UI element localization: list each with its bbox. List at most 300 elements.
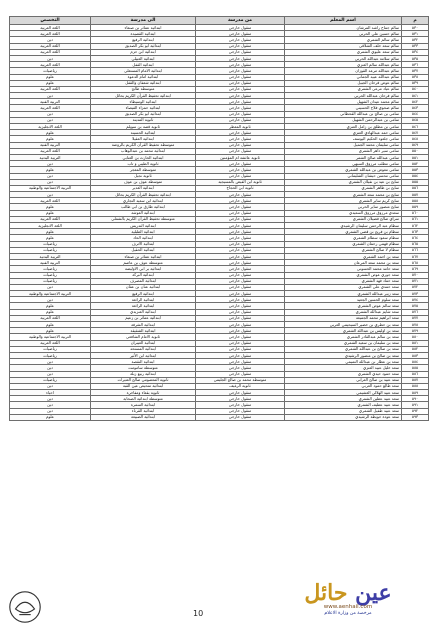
cell-from: منقول خارجي — [196, 216, 285, 222]
cell-to: ابتدائية الرائعة — [91, 303, 196, 309]
cell-num: ٥٣٥ — [402, 55, 429, 61]
header-name: اسم المعلم — [285, 17, 402, 25]
cell-spec: اللغة العربية — [10, 340, 91, 346]
cell-num: ٥٦٨ — [402, 260, 429, 266]
cell-from: منقول خارجي — [196, 272, 285, 278]
cell-from: ثانوية المعظر — [196, 124, 285, 130]
cell-num: ٥٦٤ — [402, 235, 429, 241]
cell-spec: دين — [10, 396, 91, 402]
cell-name: سعد عبيد بن صالح العرابي — [285, 377, 402, 383]
cell-from: منقول خارجي — [196, 359, 285, 365]
cell-num: ٥٣٦ — [402, 62, 429, 68]
cell-num: ٥٩٢ — [402, 408, 429, 414]
cell-num: ٥٤٩ — [402, 142, 429, 148]
cell-spec: احياء — [10, 390, 91, 396]
cell-to: ابتدائية الحاد — [91, 235, 196, 241]
cell-to: ابتدائية القفل — [91, 62, 196, 68]
cell-spec: اللغة العربية — [10, 315, 91, 321]
seal-logo-icon — [6, 588, 44, 626]
cell-num: ٥٣٢ — [402, 37, 429, 43]
cell-name: سايح بن عيد بن نفيلان الشمري — [285, 179, 402, 185]
cell-name: سعد جوري عوض الشمري — [285, 272, 402, 278]
cell-to: ابتدائية البركة — [91, 272, 196, 278]
cell-num: ٥٥٩ — [402, 204, 429, 210]
cell-spec: دين — [10, 161, 91, 167]
cell-spec: علوم — [10, 322, 91, 328]
cell-spec: رياضيات — [10, 377, 91, 383]
cell-to: ابتدائية المصرف — [91, 278, 196, 284]
cell-spec: دين — [10, 192, 91, 198]
cell-from: منقول خارجي — [196, 322, 285, 328]
cell-from: منقول خارجي — [196, 111, 285, 117]
cell-spec: دين — [10, 284, 91, 290]
cell-name: سعد بن صالح بن عبدالله الشمري — [285, 346, 402, 352]
cell-from: منقول خارجي — [196, 37, 285, 43]
cell-name: سعد سلوم الحسين الجعيد — [285, 297, 402, 303]
cell-name: سعد حمود حيدي الشمري — [285, 371, 402, 377]
cell-to: ابتدائية حمزاء الفيصاء — [91, 105, 196, 111]
cell-num: ٥٤٢ — [402, 99, 429, 105]
cell-name: سامي عبدالله صالح الشمر — [285, 154, 402, 160]
cell-from: منقول خارجي — [196, 284, 285, 290]
cell-to: ابتدائية عمائر بن صنعاء — [91, 253, 196, 259]
cell-spec: رياضيات — [10, 346, 91, 352]
cell-to: ابتدائية عمائر بن زعيم — [91, 315, 196, 321]
cell-from: منقول خارجي — [196, 117, 285, 123]
cell-to: ابتدائية العيبران — [91, 340, 196, 346]
cell-name: سعد بن سالم عبدالقادر الشمري — [285, 334, 402, 340]
cell-from: منقول خارجي — [196, 396, 285, 402]
cell-num: ٥٥٧ — [402, 192, 429, 198]
cell-spec: علوم — [10, 204, 91, 210]
cell-spec: التربية الاجتماعية والوطنية — [10, 291, 91, 297]
cell-name: سامي بن عبدالرحمن الشهيل — [285, 117, 402, 123]
cell-from: ثانوية ابن الفيض بالمسيجيد — [196, 179, 285, 185]
cell-from: منقول خارجي — [196, 43, 285, 49]
cell-from: منقول خارجي — [196, 86, 285, 92]
cell-name: سالم فرحان عبدالله الحربي — [285, 93, 402, 99]
cell-to: ابتدائية بر ابي الاوليضة — [91, 266, 196, 272]
cell-spec: علوم — [10, 328, 91, 334]
cell-name: سعد بن صالح بن منصور الرشيدي — [285, 352, 402, 358]
cell-num: ٥٧٥ — [402, 303, 429, 309]
cell-name: سالم عوض فرحان الجبيل — [285, 80, 402, 86]
cell-to: ابتدائية ابن حزم — [91, 49, 196, 55]
cell-num: ٥٧٢ — [402, 284, 429, 290]
cell-from: ثانوية ابن الحجاح — [196, 185, 285, 191]
cell-spec: اللغة العربية — [10, 25, 91, 31]
cell-from: منقول خارجي — [196, 31, 285, 37]
cell-name: سايح منصور ساير الحربي — [285, 204, 402, 210]
cell-num: ٥٨٩ — [402, 390, 429, 396]
cell-spec: دين — [10, 111, 91, 117]
cell-name: سراي صالح فضيلان الشمري — [285, 216, 402, 222]
cell-to: ابتدائية الحقيل — [91, 247, 196, 253]
cell-to: ابتدائية التدريس — [91, 223, 196, 229]
cell-num: ٥٧٤ — [402, 297, 429, 303]
cell-to: ابتدائية طارق بن ابي طالب — [91, 204, 196, 210]
cell-spec: دين — [10, 408, 91, 414]
cell-num: ٥٥٥ — [402, 179, 429, 185]
cell-num: ٥٣٤ — [402, 49, 429, 55]
cell-spec: علوم — [10, 130, 91, 136]
cell-name: سالم عبدالله مرعد القوزان — [285, 68, 402, 74]
cell-spec: اللغة الانجليزية — [10, 124, 91, 130]
cell-from: منقول خارجي — [196, 25, 285, 31]
cell-to: ابتدائية الرائعة — [91, 297, 196, 303]
cell-name: سعد زبير عبدالله الشمري — [285, 291, 402, 297]
cell-name: سعد عودة حويطة الرشيدي — [285, 414, 402, 420]
cell-num: ٥٧٠ — [402, 272, 429, 278]
cell-name: سامي حمد عبدالهادي العنزي — [285, 130, 402, 136]
cell-num: ٥٥٣ — [402, 167, 429, 173]
cell-from: منقول خارجي — [196, 241, 285, 247]
cell-to: ابتدائية الشقيقة — [91, 328, 196, 334]
cell-to: ابتدائية الشرفة — [91, 322, 196, 328]
cell-to: ثانوية قصة بن سويلم — [91, 124, 196, 130]
cell-spec: رياضيات — [10, 241, 91, 247]
cell-to: ابتدائية ربيع زبلة — [91, 371, 196, 377]
cell-from: منقول خارجي — [196, 80, 285, 86]
cell-name: سعد ابراهيم محمد الجميعة — [285, 315, 402, 321]
cell-from: منقول خارجي — [196, 55, 285, 61]
cell-num: ٥٦٢ — [402, 223, 429, 229]
cell-name: سعد بن احمد الشمري — [285, 253, 402, 259]
cell-num: ٥٨٢ — [402, 346, 429, 352]
cell-num: ٥٦٦ — [402, 247, 429, 253]
cell-num: ٥٥٦ — [402, 185, 429, 191]
cell-name: سعد سالم عوض الشمري — [285, 303, 402, 309]
cell-name: سامي معوض بن عبدالله الشمري — [285, 167, 402, 173]
cell-from: منقول خارجي — [196, 74, 285, 80]
cell-to: ابتدائية ابن سعيد التجاري — [91, 198, 196, 204]
watermark-title — [292, 582, 404, 604]
cell-name: سالم محمد عيدان الشهيل — [285, 99, 402, 105]
cell-name: سالم سعد عليوي الشمري — [285, 49, 402, 55]
cell-to: ثانوية المعصومي صالح العتيرات — [91, 377, 196, 383]
cell-name: سعد بن حطري بن خضير السيحيمي العربي — [285, 322, 402, 328]
cell-spec: اللغة العربية — [10, 105, 91, 111]
cell-to: ثانوية الامام الشافعي — [91, 334, 196, 340]
cell-spec: اللغة العربية — [10, 148, 91, 154]
cell-to: ابتدائية امام الدعوة — [91, 74, 196, 80]
cell-spec: دين — [10, 117, 91, 123]
cell-name: سامي بن مطلق بن زامل العنزي — [285, 124, 402, 130]
cell-from: منقول خارجي — [196, 247, 285, 253]
cell-num: ٥٧٣ — [402, 291, 429, 297]
cell-from: منقول خارجي — [196, 62, 285, 68]
cell-from: منقول خارجي — [196, 223, 285, 229]
cell-to: متوسطة تحفيظ القرآن الكريم بالشملي — [91, 216, 196, 222]
cell-to: ابتدائية عنان بن عفان — [91, 284, 196, 290]
cell-spec: علوم — [10, 167, 91, 173]
cell-to: ابتدائية الطبلية — [91, 229, 196, 235]
cell-to: متوسطة طابح — [91, 86, 196, 92]
cell-from: منقول خارجي — [196, 148, 285, 154]
cell-to: ابتدائية الاترف — [91, 241, 196, 247]
cell-spec: اللغة العربية — [10, 49, 91, 55]
cell-from: ثانوية عائشة ام المؤمنين — [196, 154, 285, 160]
cell-name: سالم ضحوي فلاح الحسيني — [285, 105, 402, 111]
cell-name: سالم عياد مرعي الشمري — [285, 86, 402, 92]
cell-num: ٥٣٠ — [402, 25, 429, 31]
header-spec: التخصص — [10, 17, 91, 25]
cell-to: ابتدائية محمد بن عبدالوهاب — [91, 148, 196, 154]
cell-to: ابتدائية تحفيظ القرآن الكريم بحائل — [91, 93, 196, 99]
cell-to: ابتدائية العبيلي — [91, 55, 196, 61]
cell-num: ٥٧٧ — [402, 315, 429, 321]
cell-spec: علوم — [10, 303, 91, 309]
cell-num: ٥٩٠ — [402, 396, 429, 402]
cell-spec: دين — [10, 297, 91, 303]
cell-num: ٥٥٢ — [402, 161, 429, 167]
cell-to: متوسطة عوف بن عوف — [91, 179, 196, 185]
cell-from: منقول خارجي — [196, 291, 285, 297]
cell-spec: دين — [10, 173, 91, 179]
cell-spec: علوم — [10, 309, 91, 315]
cell-name: سامي جلعود الحكيم اليوسف — [285, 136, 402, 142]
header-num: م — [402, 17, 429, 25]
cell-name: سعدي مرزوق مرزوق السعيدي — [285, 210, 402, 216]
cell-from: منقول خارجي — [196, 309, 285, 315]
cell-from: منقول خارجي — [196, 334, 285, 340]
cell-from: منقول خارجي — [196, 136, 285, 142]
cell-name: سعد بن عطار بن عبدالله التميمي — [285, 359, 402, 365]
cell-name: سايج بن محمد سعد الشمري — [285, 192, 402, 198]
cell-spec: التربية الاجتماعية والوطنية — [10, 185, 91, 191]
cell-num: ٥٨٠ — [402, 334, 429, 340]
cell-name: سعد حماد فهد الشمري — [285, 278, 402, 284]
cell-spec: رياضيات — [10, 352, 91, 358]
cell-spec: رياضيات — [10, 266, 91, 272]
cell-to: ابتدائية ابو بكر الصديق — [91, 111, 196, 117]
cell-num: ٥٦٧ — [402, 253, 429, 259]
cell-num: ٥٣٩ — [402, 80, 429, 86]
cell-spec: اللغة العربية — [10, 43, 91, 49]
cell-to: متوسطة عوف بن عاصم — [91, 260, 196, 266]
cell-to: ابتدائية السمرة — [91, 402, 196, 408]
cell-num: ٥٧٦ — [402, 309, 429, 315]
cell-spec: دين — [10, 93, 91, 99]
watermark-title-b: حائل — [304, 580, 348, 606]
cell-spec: علوم — [10, 414, 91, 420]
cell-from: منقول خارجي — [196, 303, 285, 309]
cell-to: ابتدائية الغدير — [91, 185, 196, 191]
cell-from: منقول خارجي — [196, 340, 285, 346]
cell-name: سالم عبدالله سالم العنزي — [285, 62, 402, 68]
cell-from: منقول خارجي — [196, 210, 285, 216]
cell-from: منقول خارجي — [196, 167, 285, 173]
cell-from: منقول خارجي — [196, 352, 285, 358]
cell-spec: التربية الفنية — [10, 99, 91, 105]
cell-name: سطام سعود سطام الشمري — [285, 235, 402, 241]
cell-to: متوسطة سامومت — [91, 365, 196, 371]
cell-num: ٥٩٣ — [402, 414, 429, 420]
cell-name: سعد حامد محمد الحسوني — [285, 266, 402, 272]
cell-name: سامي محسن حيشان الشليماني — [285, 173, 402, 179]
cell-name: سعد بن سليمان بن سعيد الشمري — [285, 340, 402, 346]
cell-num: ٥٤٦ — [402, 124, 429, 130]
cell-to: ابتدائية تمحيص عين القبة — [91, 383, 196, 389]
cell-from: منقول خارجي — [196, 173, 285, 179]
cell-num: ٥٨٧ — [402, 377, 429, 383]
cell-num: ٥٦٥ — [402, 241, 429, 247]
cell-from: متوسطة محمد بن صالح الجليمي — [196, 377, 285, 383]
transfer-table — [9, 16, 429, 421]
cell-from: منقول خارجي — [196, 253, 285, 259]
cell-name: سطام فهمي رحمان الشمري — [285, 241, 402, 247]
cell-from: منقول خارجي — [196, 68, 285, 74]
cell-name: سطام بن فريح بن قضي الشمري — [285, 229, 402, 235]
cell-from: منقول خارجي — [196, 99, 285, 105]
cell-from: منقول خارجي — [196, 408, 285, 414]
cell-num: ٥٤٣ — [402, 105, 429, 111]
cell-name: سامي سليمان محمد الجميل — [285, 142, 402, 148]
header-to: الى مدرسة — [91, 17, 196, 25]
cell-num: ٥٤٨ — [402, 136, 429, 142]
cell-spec: التربية البدنية — [10, 253, 91, 259]
cell-num: ٥٩١ — [402, 402, 429, 408]
cell-to: ابتدائية ابن الأثير — [91, 352, 196, 358]
cell-to: ثانوية نجيل — [91, 173, 196, 179]
cell-name: سايح بن ظاهر الشمري — [285, 185, 402, 191]
cell-spec: علوم — [10, 136, 91, 142]
cell-to: ابتدائية الحسينة — [91, 130, 196, 136]
cell-spec: التربية البدنية — [10, 154, 91, 160]
cell-name: سطام عبد الرحمن سليمان الرشيدي — [285, 223, 402, 229]
cell-from: منقول خارجي — [196, 49, 285, 55]
cell-num: ٥٥٤ — [402, 173, 429, 179]
cell-spec: اللغة العربية — [10, 198, 91, 204]
cell-num: ٥٦٩ — [402, 266, 429, 272]
cell-spec: علوم — [10, 210, 91, 216]
cell-to: ثانوية الطيبي و تاب — [91, 161, 196, 167]
cell-name: سايح كريم ساير الشمري — [285, 198, 402, 204]
cell-num: ٥٣٣ — [402, 43, 429, 49]
cell-spec: اللغة العربية — [10, 62, 91, 68]
cell-to: متوسطة المعجر — [91, 167, 196, 173]
cell-from: منقول خارجي — [196, 130, 285, 136]
cell-num: ٥٤٤ — [402, 111, 429, 117]
watermark-subtitle: مرخصة من وزارة الاعلام — [324, 611, 372, 616]
cell-to: ابتدائية القصيدة — [91, 31, 196, 37]
cell-name: سعد بن اوليس بن عبدالله الشمري — [285, 328, 402, 334]
cell-spec: دين — [10, 55, 91, 61]
cell-spec: التربية الفنية — [10, 260, 91, 266]
cell-name: سطام لا صالح الشمري — [285, 247, 402, 253]
cell-to: ابتدائية ابو بكر الصديق — [91, 43, 196, 49]
cell-from: منقول خارجي — [196, 142, 285, 148]
cell-name: سالم سلامة عبدالله الحربي — [285, 55, 402, 61]
cell-to: ابتدائية العوشة — [91, 210, 196, 216]
cell-num: ٥٣٨ — [402, 74, 429, 80]
cell-to: ابتدائية الرفيع — [91, 37, 196, 43]
cell-spec: علوم — [10, 235, 91, 241]
cell-name: سعد طالع حمود العربي — [285, 383, 402, 389]
cell-from: منقول خارجي — [196, 266, 285, 272]
cell-from: منقول خارجي — [196, 297, 285, 303]
cell-from: منقول خارجي — [196, 390, 285, 396]
cell-to: متوسطة ابتدائية الصحابة — [91, 396, 196, 402]
cell-spec: رياضيات — [10, 278, 91, 284]
cell-num: ٥٥٨ — [402, 198, 429, 204]
cell-to: ابتدائية الوسيطاء — [91, 99, 196, 105]
cell-from: منقول خارجي — [196, 204, 285, 210]
page-number: 10 — [193, 609, 204, 618]
cell-from: منقول خارجي — [196, 161, 285, 167]
cell-num: ٥٨٥ — [402, 365, 429, 371]
cell-from: منقول خارجي — [196, 315, 285, 321]
cell-to: ابتدائية النقصة — [91, 359, 196, 365]
cell-to: ابتدائية الحارث بن العنابي — [91, 154, 196, 160]
cell-from: منقول خارجي — [196, 229, 285, 235]
cell-spec: التربية الاجتماعية والوطنية — [10, 334, 91, 340]
cell-num: ٥٦٠ — [402, 210, 429, 216]
cell-spec: علوم — [10, 80, 91, 86]
cell-spec: دين — [10, 365, 91, 371]
cell-from: منقول خارجي — [196, 192, 285, 198]
cell-num: ٥٣١ — [402, 31, 429, 37]
cell-num: ٥٦٣ — [402, 229, 429, 235]
table-body — [10, 25, 429, 421]
cell-from: ثانوية الرغيف — [196, 383, 285, 389]
cell-from: منقول خارجي — [196, 105, 285, 111]
cell-from: منقول خارجي — [196, 235, 285, 241]
cell-to: ثانوية بقعاء ومفاخرة — [91, 390, 196, 396]
cell-to: ابتدائية الامام المستعلي — [91, 68, 196, 74]
cell-from: منقول خارجي — [196, 365, 285, 371]
cell-num: ٥٥١ — [402, 154, 429, 160]
cell-to: ابتدائية الضبيعة — [91, 414, 196, 420]
cell-spec: التربية الفنية — [10, 142, 91, 148]
cell-to: ابتدائية القرناء — [91, 408, 196, 414]
cell-to: ابتدائية المستحد — [91, 346, 196, 352]
cell-spec: دين — [10, 402, 91, 408]
cell-spec: دين — [10, 359, 91, 365]
cell-to: ثانوية المدينة — [91, 117, 196, 123]
table-header-row — [10, 17, 429, 25]
cell-to: ابتدائية تحفيظ القرآن الكريم بحائل — [91, 192, 196, 198]
cell-from: منقول خارجي — [196, 346, 285, 352]
cell-name: سامي سير داهر الشمري — [285, 148, 402, 154]
cell-spec: علوم — [10, 229, 91, 235]
cell-spec: رياضيات — [10, 247, 91, 253]
cell-spec: دين — [10, 37, 91, 43]
cell-num: ٥٨٣ — [402, 352, 429, 358]
cell-num: ٥٤٥ — [402, 117, 429, 123]
cell-spec: دين — [10, 383, 91, 389]
cell-num: ٥٦١ — [402, 216, 429, 222]
transfer-table-container — [9, 16, 419, 421]
cell-name: سامي مطلب مرزوق السيهي — [285, 161, 402, 167]
cell-num: ٥٨٤ — [402, 359, 429, 365]
cell-name: سامي بن صالح بن عبدالله القحطاني — [285, 111, 402, 117]
cell-to: ابتدائية شعفان والقفل — [91, 80, 196, 86]
table-row — [10, 414, 429, 420]
cell-from: منقول خارجي — [196, 328, 285, 334]
cell-spec: رياضيات — [10, 272, 91, 278]
cell-name: سالم جماح راشد المرشان — [285, 25, 402, 31]
cell-name: سعد حمدي علي الشمري — [285, 284, 402, 290]
watermark — [292, 582, 404, 634]
cell-name: سالم حسين علي الحربي — [285, 31, 402, 37]
cell-from: منقول خارجي — [196, 260, 285, 266]
cell-from: منقول خارجي — [196, 198, 285, 204]
cell-to: ابتدائية عمائر بن صنعاء — [91, 25, 196, 31]
cell-num: ٥٨١ — [402, 340, 429, 346]
cell-num: ٥٨٨ — [402, 383, 429, 389]
watermark-title-a: عين — [355, 580, 392, 606]
